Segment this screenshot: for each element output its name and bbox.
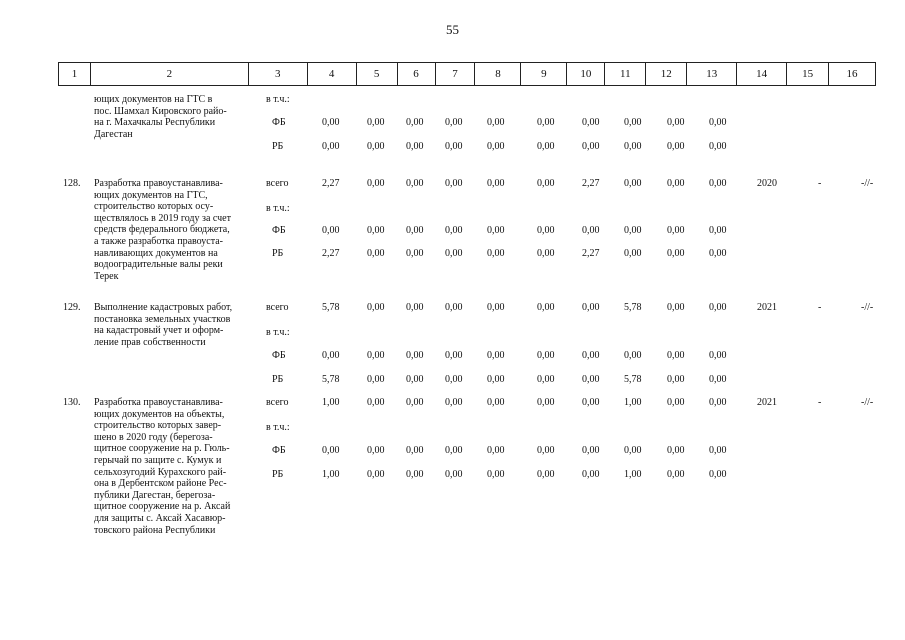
table-cell: 0,00 — [487, 117, 505, 128]
table-cell: 0,00 — [367, 141, 385, 152]
table-cell: 0,00 — [582, 350, 600, 361]
line-label: ФБ — [272, 225, 286, 236]
table-cell: 0,00 — [667, 302, 685, 313]
table-cell: 0,00 — [709, 397, 727, 408]
table-cell: 0,00 — [445, 248, 463, 259]
year-cell: 2021 — [757, 302, 777, 313]
header-col-15: 15 — [787, 63, 829, 85]
table-cell: 0,00 — [445, 350, 463, 361]
table-cell: 0,00 — [367, 117, 385, 128]
table-cell: 0,00 — [487, 141, 505, 152]
table-cell: 0,00 — [367, 302, 385, 313]
table-cell: 0,00 — [487, 445, 505, 456]
line-label: РБ — [272, 374, 284, 385]
table-cell: 0,00 — [667, 225, 685, 236]
table-cell: 0,00 — [709, 117, 727, 128]
table-cell: 0,00 — [487, 397, 505, 408]
year-cell: 2020 — [757, 178, 777, 189]
table-cell: 0,00 — [537, 469, 555, 480]
table-cell: 5,78 — [624, 302, 642, 313]
table-cell: 0,00 — [406, 469, 424, 480]
table-cell: 0,00 — [322, 117, 340, 128]
table-header — [58, 62, 876, 86]
header-col-3: 3 — [249, 63, 308, 85]
header-col-10: 10 — [567, 63, 605, 85]
table-cell: 0,00 — [582, 117, 600, 128]
table-cell: 5,78 — [322, 302, 340, 313]
line-label: РБ — [272, 141, 284, 152]
table-cell: 0,00 — [624, 117, 642, 128]
line-label: РБ — [272, 248, 284, 259]
table-cell: 0,00 — [537, 350, 555, 361]
table-cell: 0,00 — [487, 302, 505, 313]
header-col-4: 4 — [308, 63, 357, 85]
line-label: ФБ — [272, 350, 286, 361]
table-cell: 0,00 — [445, 445, 463, 456]
table-cell: 0,00 — [624, 141, 642, 152]
header-col-7: 7 — [436, 63, 476, 85]
header-col-12: 12 — [646, 63, 687, 85]
table-cell: 0,00 — [624, 225, 642, 236]
table-cell: 0,00 — [445, 178, 463, 189]
row-description: Разработка правоустанавлива- ющих документов на объекты, строительство которых завер- шено в 2020 году (берегоза- щитное сооружение на р. Гюль- герычай по защите с. Кумук и сельхозугодий Курахского рай- она в Дербентском районе Рес- публики Дагестан, берегоза- щитное сооружение на р. Аксай для защиты с. Аксай Хасавюр- товского района Республики — [94, 397, 231, 536]
table-cell: 0,00 — [667, 397, 685, 408]
table-cell: 0,00 — [445, 302, 463, 313]
table-cell: 0,00 — [406, 141, 424, 152]
table-cell: 2,27 — [582, 178, 600, 189]
line-label: РБ — [272, 469, 284, 480]
table-cell: 0,00 — [367, 178, 385, 189]
dash-cell: - — [818, 397, 822, 408]
table-cell: 2,27 — [582, 248, 600, 259]
table-cell: 0,00 — [487, 178, 505, 189]
table-cell: 0,00 — [537, 374, 555, 385]
table-cell: 0,00 — [709, 248, 727, 259]
table-cell: 2,27 — [322, 178, 340, 189]
table-cell: 0,00 — [582, 397, 600, 408]
line-label: в т.ч.: — [266, 94, 290, 105]
table-cell: 0,00 — [624, 350, 642, 361]
table-cell: 0,00 — [667, 350, 685, 361]
table-cell: 0,00 — [445, 117, 463, 128]
row-description: ющих документов на ГТС в пос. Шамхал Кировского райо- на г. Махачкалы Республики Дагестан — [94, 94, 227, 140]
table-cell: 0,00 — [537, 445, 555, 456]
table-cell: 0,00 — [445, 225, 463, 236]
row-description: Разработка правоустанавлива- ющих документов на ГТС, строительство которых осу- ществлялось в 2019 году за счет средств федерального бюджета, а также разработка правоуста- навливающих документов на водооградительные валы реки Терек — [94, 178, 231, 282]
row-number: 129. — [63, 302, 81, 313]
table-cell: 0,00 — [406, 302, 424, 313]
table-cell: 0,00 — [406, 374, 424, 385]
row-number: 128. — [63, 178, 81, 189]
table-cell: 0,00 — [537, 117, 555, 128]
year-cell: 2021 — [757, 397, 777, 408]
table-cell: 0,00 — [667, 141, 685, 152]
line-label: в т.ч.: — [266, 203, 290, 214]
page-number: 55 — [446, 22, 459, 37]
header-col-9: 9 — [521, 63, 567, 85]
line-label: всего — [266, 178, 289, 189]
table-cell: 0,00 — [487, 248, 505, 259]
table-cell: 0,00 — [406, 117, 424, 128]
table-cell: 0,00 — [582, 302, 600, 313]
table-cell: 0,00 — [709, 178, 727, 189]
table-cell: 0,00 — [406, 225, 424, 236]
table-cell: 0,00 — [537, 397, 555, 408]
table-cell: 0,00 — [624, 178, 642, 189]
table-cell: 0,00 — [709, 225, 727, 236]
row-description: Выполнение кадастровых работ, постановка земельных участков на кадастровый учет и оформ- ление прав собственности — [94, 302, 233, 348]
table-cell: 0,00 — [709, 302, 727, 313]
table-cell: 1,00 — [322, 469, 340, 480]
table-cell: 0,00 — [709, 374, 727, 385]
table-cell: 0,00 — [322, 225, 340, 236]
table-cell: 0,00 — [667, 445, 685, 456]
table-cell: 0,00 — [406, 178, 424, 189]
ditto-cell: -//- — [861, 397, 874, 408]
header-col-16: 16 — [829, 63, 876, 85]
table-cell: 0,00 — [367, 397, 385, 408]
header-col-2: 2 — [91, 63, 249, 85]
table-cell: 0,00 — [322, 445, 340, 456]
table-cell: 0,00 — [537, 248, 555, 259]
dash-cell: - — [818, 302, 822, 313]
table-cell: 0,00 — [582, 445, 600, 456]
table-cell: 0,00 — [367, 248, 385, 259]
table-cell: 0,00 — [624, 248, 642, 259]
dash-cell: - — [818, 178, 822, 189]
ditto-cell: -//- — [861, 178, 874, 189]
table-cell: 0,00 — [667, 178, 685, 189]
header-col-1: 1 — [59, 63, 91, 85]
table-cell: 0,00 — [582, 374, 600, 385]
table-cell: 0,00 — [367, 445, 385, 456]
table-cell: 5,78 — [624, 374, 642, 385]
header-col-5: 5 — [357, 63, 398, 85]
table-cell: 0,00 — [367, 350, 385, 361]
table-cell: 0,00 — [445, 141, 463, 152]
table-cell: 0,00 — [487, 374, 505, 385]
table-cell: 0,00 — [406, 445, 424, 456]
line-label: всего — [266, 302, 289, 313]
table-cell: 0,00 — [709, 469, 727, 480]
table-cell: 0,00 — [406, 350, 424, 361]
table-cell: 0,00 — [537, 302, 555, 313]
table-cell: 5,78 — [322, 374, 340, 385]
table-cell: 0,00 — [709, 445, 727, 456]
table-cell: 0,00 — [445, 469, 463, 480]
table-cell: 0,00 — [624, 445, 642, 456]
table-cell: 0,00 — [487, 469, 505, 480]
table-cell: 0,00 — [445, 374, 463, 385]
table-cell: 0,00 — [537, 225, 555, 236]
table-cell: 0,00 — [367, 225, 385, 236]
table-cell: 0,00 — [537, 141, 555, 152]
table-cell: 0,00 — [582, 225, 600, 236]
header-col-13: 13 — [687, 63, 737, 85]
table-cell: 1,00 — [624, 397, 642, 408]
table-cell: 0,00 — [537, 178, 555, 189]
table-cell: 0,00 — [709, 141, 727, 152]
line-label: ФБ — [272, 445, 286, 456]
line-label: в т.ч.: — [266, 327, 290, 338]
table-cell: 0,00 — [667, 117, 685, 128]
table-cell: 0,00 — [406, 397, 424, 408]
table-cell: 0,00 — [667, 248, 685, 259]
table-cell: 0,00 — [582, 469, 600, 480]
row-number: 130. — [63, 397, 81, 408]
header-col-8: 8 — [475, 63, 521, 85]
table-cell: 0,00 — [667, 469, 685, 480]
table-cell: 0,00 — [322, 350, 340, 361]
table-cell: 0,00 — [487, 225, 505, 236]
line-label: в т.ч.: — [266, 422, 290, 433]
table-cell: 1,00 — [624, 469, 642, 480]
table-cell: 0,00 — [367, 374, 385, 385]
header-col-6: 6 — [398, 63, 436, 85]
table-cell: 0,00 — [709, 350, 727, 361]
table-cell: 0,00 — [406, 248, 424, 259]
table-cell: 0,00 — [667, 374, 685, 385]
header-col-11: 11 — [605, 63, 646, 85]
ditto-cell: -//- — [861, 302, 874, 313]
line-label: ФБ — [272, 117, 286, 128]
table-cell: 0,00 — [582, 141, 600, 152]
table-cell: 0,00 — [487, 350, 505, 361]
table-cell: 0,00 — [367, 469, 385, 480]
header-col-14: 14 — [737, 63, 787, 85]
table-cell: 0,00 — [322, 141, 340, 152]
line-label: всего — [266, 397, 289, 408]
table-cell: 2,27 — [322, 248, 340, 259]
table-cell: 0,00 — [445, 397, 463, 408]
table-cell: 1,00 — [322, 397, 340, 408]
